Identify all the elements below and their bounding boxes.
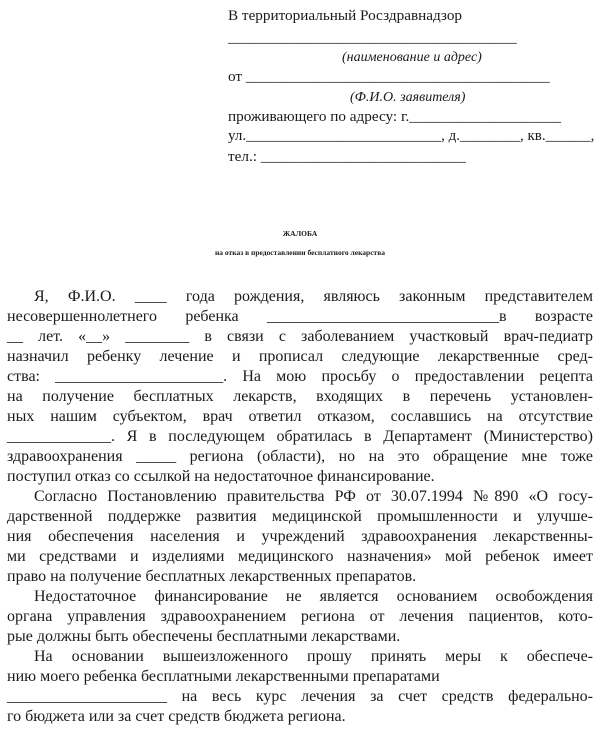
- body-line: Согласно Постановлению правительства РФ от 30.07.1994 №890 «О госу-: [34, 488, 593, 505]
- body-line: право на получение бесплатных лекарственных препаратов.: [7, 568, 417, 585]
- recipient-line: В территориальный Росздравнадзор: [228, 7, 463, 24]
- document-title: ЖАЛОБА: [282, 229, 318, 238]
- body-line: назначил ребенку лечение и прописал следующие лекарственные сред-: [7, 348, 593, 365]
- residing-line: проживающего по адресу: г.____________________: [228, 108, 562, 125]
- from-caption: (Ф.И.О. заявителя): [350, 90, 466, 105]
- body-line: __ лет. «__» ________ в связи с заболеванием участковый врач-педиатр: [7, 328, 593, 345]
- recipient-blank: ______________________________________: [228, 29, 517, 46]
- body-line: рые должны быть обеспечены бесплатными лекарствами.: [7, 628, 401, 645]
- street-line: ул.__________________________, д.________, кв.______,: [228, 128, 595, 144]
- body-line: ных нашим субъектом, врач ответил отказом, сославшись на отсутствие: [7, 408, 593, 425]
- body-line: Недостаточное финансирование не является основанием освобождения: [34, 588, 593, 605]
- body-line: ства: _____________________. На мою просьбу о предоставлении рецепта: [7, 368, 593, 385]
- document-subtitle: на отказ в предоставлении бесплатного лекарства: [214, 248, 386, 257]
- body-line: ния обеспечения населения и учреждений здравоохранения лекарственны-: [7, 528, 593, 545]
- body-line: ____________________ на весь курс лечения за счет средств федерально-: [7, 688, 593, 705]
- body-line: поступил отказ со ссылкой на недостаточное финансирование.: [7, 468, 435, 485]
- body-line: На основании вышеизложенного прошу принять меры к обеспече-: [34, 648, 593, 665]
- body-line: Я, Ф.И.О. ____ года рождения, являюсь законным представителем: [34, 288, 593, 305]
- body-line: _____________. Я в последующем обратилась в Департамент (Министерство): [7, 428, 593, 445]
- body-line: на получение бесплатных лекарств, входящих в перечень установлен-: [7, 388, 593, 405]
- body-line: органа управления здравоохранением региона от лечения пациентов, кото-: [7, 608, 593, 625]
- from-line: от ________________________________________: [228, 68, 550, 85]
- body-line: дарственной поддержке развития медицинской промышленности и улучше-: [7, 508, 593, 525]
- body-line: нию моего ребенка бесплатными лекарственными препаратами: [7, 668, 440, 685]
- body-line: несовершеннолетнего ребенка _____________________________в возрасте: [7, 308, 593, 325]
- recipient-caption: (наименование и адрес): [342, 50, 482, 65]
- body-line: здравоохранения _____ региона (области), но на это обращение мне тоже: [7, 448, 593, 465]
- phone-line: тел.: ___________________________: [228, 148, 466, 165]
- body-line: го бюджета или за счет средств бюджета региона.: [7, 708, 346, 725]
- body-line: ми средствами и изделиями медицинского назначения» мой ребенок имеет: [7, 548, 593, 565]
